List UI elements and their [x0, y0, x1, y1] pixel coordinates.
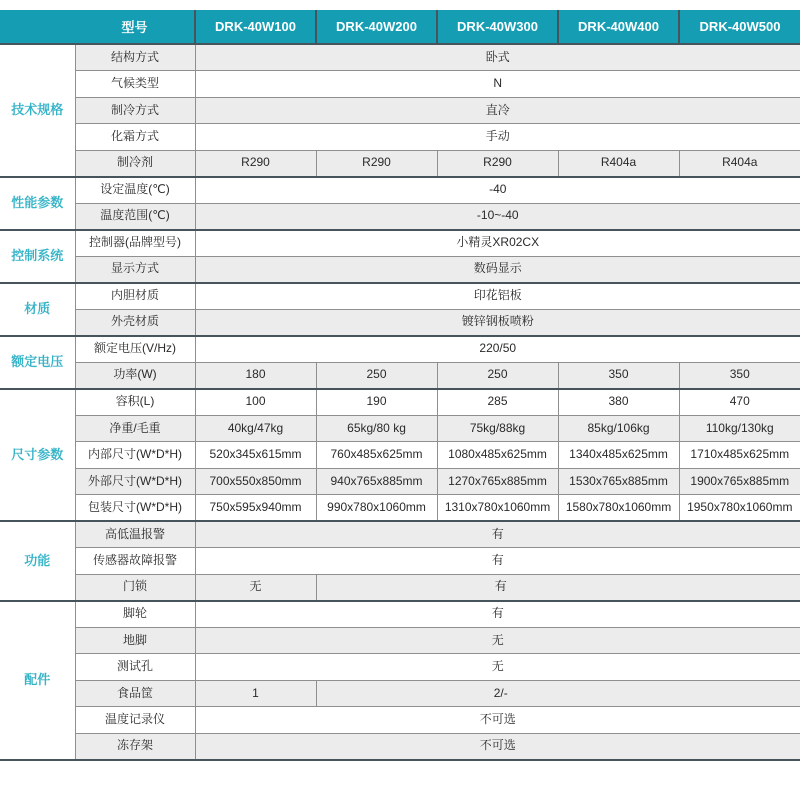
table-row	[0, 256, 800, 283]
value-cell: 1710x485x625mm	[679, 442, 800, 469]
table-row	[0, 415, 800, 442]
row-label: 外部尺寸(W*D*H)	[75, 468, 195, 495]
table-row	[0, 283, 800, 310]
category-cell: 控制系统	[0, 230, 75, 283]
value-cell: 990x780x1060mm	[316, 495, 437, 522]
value-cell: 1310x780x1060mm	[437, 495, 558, 522]
table-row	[0, 707, 800, 734]
value-cell: 无	[195, 654, 800, 681]
category-cell: 配件	[0, 601, 75, 760]
category-cell: 功能	[0, 521, 75, 601]
table-row	[0, 574, 800, 601]
table-row	[0, 733, 800, 760]
value-cell: 数码显示	[195, 256, 800, 283]
value-cell: 40kg/47kg	[195, 415, 316, 442]
value-cell: 手动	[195, 124, 800, 151]
value-cell: 520x345x615mm	[195, 442, 316, 469]
value-cell: 350	[558, 362, 679, 389]
row-label: 控制器(品牌型号)	[75, 230, 195, 257]
row-label: 容积(L)	[75, 389, 195, 416]
row-label: 制冷剂	[75, 150, 195, 177]
model-column-header: DRK-40W100	[195, 10, 316, 44]
value-cell: 1080x485x625mm	[437, 442, 558, 469]
value-cell: 380	[558, 389, 679, 416]
value-cell: 220/50	[195, 336, 800, 363]
row-label: 地脚	[75, 627, 195, 654]
row-label: 冻存架	[75, 733, 195, 760]
value-cell: 1270x765x885mm	[437, 468, 558, 495]
value-cell: 1530x765x885mm	[558, 468, 679, 495]
value-cell: 470	[679, 389, 800, 416]
value-cell: 110kg/130kg	[679, 415, 800, 442]
value-cell: 有	[316, 574, 800, 601]
value-cell: 1340x485x625mm	[558, 442, 679, 469]
value-cell: 180	[195, 362, 316, 389]
table-row	[0, 627, 800, 654]
value-cell: R404a	[679, 150, 800, 177]
value-cell: -10~-40	[195, 203, 800, 230]
table-row	[0, 468, 800, 495]
row-label: 高低温报警	[75, 521, 195, 548]
value-cell: 1580x780x1060mm	[558, 495, 679, 522]
row-label: 净重/毛重	[75, 415, 195, 442]
value-cell: 700x550x850mm	[195, 468, 316, 495]
value-cell: 不可选	[195, 707, 800, 734]
value-cell: 印花铝板	[195, 283, 800, 310]
row-label: 脚轮	[75, 601, 195, 628]
spec-table	[0, 10, 800, 761]
value-cell: R404a	[558, 150, 679, 177]
row-label: 外壳材质	[75, 309, 195, 336]
row-label: 包装尺寸(W*D*H)	[75, 495, 195, 522]
value-cell: 卧式	[195, 44, 800, 71]
model-column-header: DRK-40W400	[558, 10, 679, 44]
category-cell: 技术规格	[0, 44, 75, 177]
header-row	[0, 10, 800, 44]
model-label-header: 型号	[0, 10, 195, 44]
value-cell: 75kg/88kg	[437, 415, 558, 442]
model-column-header: DRK-40W500	[679, 10, 800, 44]
model-column-header: DRK-40W200	[316, 10, 437, 44]
table-row	[0, 97, 800, 124]
value-cell: 1900x765x885mm	[679, 468, 800, 495]
table-row	[0, 177, 800, 204]
table-row	[0, 124, 800, 151]
value-cell: -40	[195, 177, 800, 204]
row-label: 门锁	[75, 574, 195, 601]
value-cell: 直冷	[195, 97, 800, 124]
table-row	[0, 44, 800, 71]
table-row	[0, 442, 800, 469]
model-column-header: DRK-40W300	[437, 10, 558, 44]
row-label: 食品筐	[75, 680, 195, 707]
row-label: 结构方式	[75, 44, 195, 71]
value-cell: 350	[679, 362, 800, 389]
row-label: 额定电压(V/Hz)	[75, 336, 195, 363]
table-row	[0, 654, 800, 681]
row-label: 显示方式	[75, 256, 195, 283]
value-cell: N	[195, 71, 800, 98]
category-cell: 额定电压	[0, 336, 75, 389]
value-cell: 250	[437, 362, 558, 389]
table-row	[0, 336, 800, 363]
table-row	[0, 150, 800, 177]
table-row	[0, 521, 800, 548]
value-cell: 小精灵XR02CX	[195, 230, 800, 257]
table-row	[0, 601, 800, 628]
value-cell: R290	[195, 150, 316, 177]
value-cell: R290	[437, 150, 558, 177]
value-cell: 2/-	[316, 680, 800, 707]
value-cell: 1	[195, 680, 316, 707]
table-row	[0, 71, 800, 98]
value-cell: 940x765x885mm	[316, 468, 437, 495]
table-row	[0, 230, 800, 257]
table-row	[0, 680, 800, 707]
row-label: 内部尺寸(W*D*H)	[75, 442, 195, 469]
row-label: 气候类型	[75, 71, 195, 98]
value-cell: 不可选	[195, 733, 800, 760]
row-label: 功率(W)	[75, 362, 195, 389]
value-cell: R290	[316, 150, 437, 177]
value-cell: 250	[316, 362, 437, 389]
table-row	[0, 309, 800, 336]
value-cell: 1950x780x1060mm	[679, 495, 800, 522]
row-label: 化霜方式	[75, 124, 195, 151]
row-label: 制冷方式	[75, 97, 195, 124]
value-cell: 100	[195, 389, 316, 416]
value-cell: 285	[437, 389, 558, 416]
value-cell: 190	[316, 389, 437, 416]
row-label: 内胆材质	[75, 283, 195, 310]
table-row	[0, 495, 800, 522]
value-cell: 65kg/80 kg	[316, 415, 437, 442]
row-label: 测试孔	[75, 654, 195, 681]
value-cell: 无	[195, 574, 316, 601]
value-cell: 760x485x625mm	[316, 442, 437, 469]
row-label: 传感器故障报警	[75, 548, 195, 575]
table-row	[0, 362, 800, 389]
value-cell: 有	[195, 548, 800, 575]
value-cell: 无	[195, 627, 800, 654]
row-label: 温度范围(℃)	[75, 203, 195, 230]
category-cell: 尺寸参数	[0, 389, 75, 522]
category-cell: 材质	[0, 283, 75, 336]
value-cell: 85kg/106kg	[558, 415, 679, 442]
value-cell: 有	[195, 601, 800, 628]
row-label: 设定温度(℃)	[75, 177, 195, 204]
value-cell: 镀锌钢板喷粉	[195, 309, 800, 336]
value-cell: 有	[195, 521, 800, 548]
table-row	[0, 548, 800, 575]
row-label: 温度记录仪	[75, 707, 195, 734]
value-cell: 750x595x940mm	[195, 495, 316, 522]
table-row	[0, 389, 800, 416]
table-row	[0, 203, 800, 230]
category-cell: 性能参数	[0, 177, 75, 230]
